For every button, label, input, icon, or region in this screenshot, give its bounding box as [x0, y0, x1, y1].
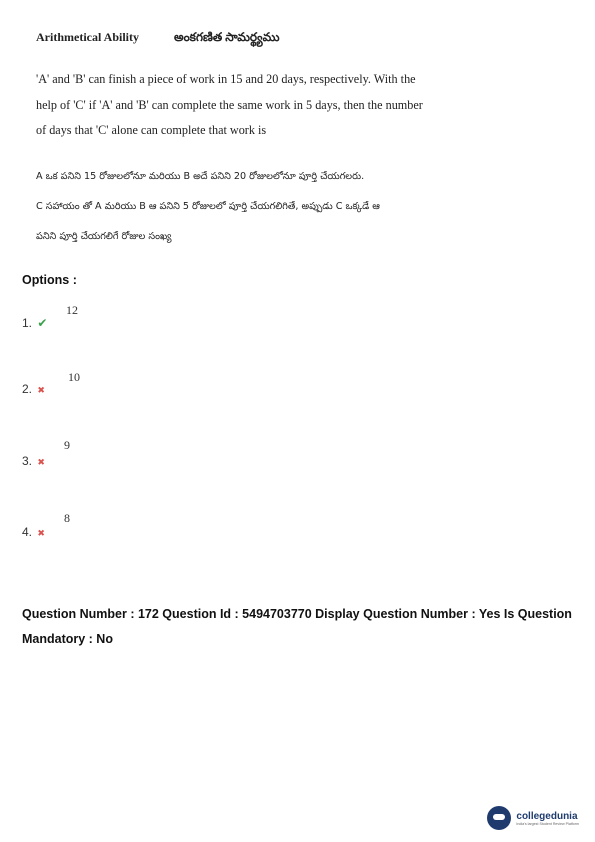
- subject-telugu: అంకగణిత సామర్థ్యము: [174, 30, 280, 44]
- question-block: [36, 30, 436, 252]
- meta-line: Question Number : 172 Question Id : 5494703770 Display Question Number : Yes Is Question: [22, 607, 572, 621]
- cross-icon: ✖: [37, 457, 45, 467]
- options-title: Options :: [22, 273, 77, 287]
- logo-tagline: India's largest Student Review Platform: [516, 821, 579, 826]
- question-line-telugu: A ఒక పనిని 15 రోజులలోనూ మరియు B అదే పనిని 20 రోజులలోనూ పూర్తి చేయగలరు.: [36, 170, 365, 182]
- subject-english: Arithmetical Ability: [36, 30, 139, 44]
- option-value: 9: [64, 438, 70, 452]
- question-line: 'A' and 'B' can finish a piece of work in 15 and 20 days, respectively. With the: [36, 72, 416, 86]
- question-text-english: [36, 67, 436, 144]
- option-value: 12: [66, 303, 78, 317]
- option-4[interactable]: [22, 525, 45, 539]
- mascot-icon: [487, 806, 511, 830]
- option-number: 2.: [22, 382, 33, 396]
- option-value: 8: [64, 511, 70, 525]
- check-icon: ✔: [37, 316, 48, 330]
- cross-icon: ✖: [37, 528, 45, 538]
- collegedunia-logo: [487, 806, 579, 830]
- option-number: 4.: [22, 525, 33, 539]
- question-text-telugu: [36, 162, 436, 252]
- option-3[interactable]: [22, 454, 45, 468]
- question-line: of days that 'C' alone can complete that work is: [36, 123, 267, 137]
- question-meta: [22, 602, 582, 652]
- question-line: help of 'C' if 'A' and 'B' can complete the same work in 5 days, then the number: [36, 97, 423, 112]
- option-2[interactable]: [22, 382, 45, 396]
- cross-icon: ✖: [37, 385, 45, 395]
- option-value: 10: [68, 370, 80, 384]
- question-line-telugu: పనిని పూర్తి చేయగలిగే రోజుల సంఖ్య: [36, 230, 172, 242]
- subject-header: [36, 30, 436, 47]
- option-number: 1.: [22, 316, 33, 330]
- logo-name: collegedunia: [516, 810, 578, 822]
- meta-line: Mandatory : No: [22, 632, 113, 646]
- question-line-telugu: C సహాయం తో A మరియు B ఆ పనిని 5 రోజులలో పూర్తి చేయగలిగితే, అప్పుడు C ఒక్కడే ఆ: [36, 200, 380, 212]
- option-1[interactable]: [22, 316, 47, 330]
- option-number: 3.: [22, 454, 33, 468]
